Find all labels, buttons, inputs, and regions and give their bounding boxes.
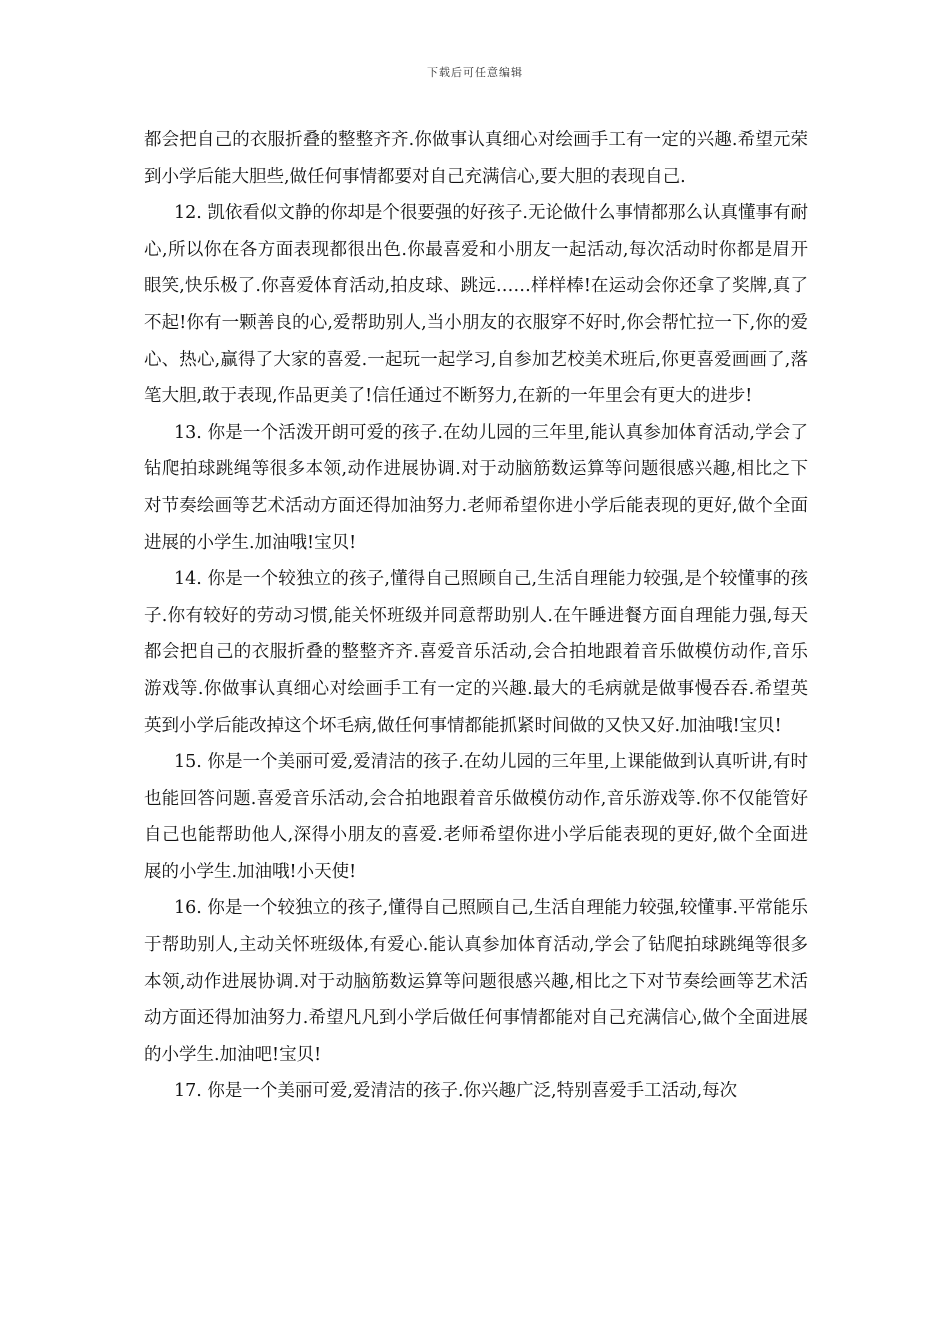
page-header: 下载后可任意编辑	[427, 66, 523, 79]
paragraph-item-16: 16. 你是一个较独立的孩子,懂得自己照顾自己,生活自理能力较强,较懂事.平常能乐于帮助别人,主动关怀班级体,有爱心.能认真参加体育活动,学会了钻爬拍球跳绳等很多本领,动作进展协调.对于动脑筋数运算等问题很感兴趣,相比之下对节奏绘画等艺术活动方面还得加油努力.希望凡凡到小学后做任何事情都能对自己充满信心,做个全面进展的小学生.加油吧!宝贝!	[144, 898, 808, 1065]
paragraph-item-12: 12. 凯依看似文静的你却是个很要强的好孩子.无论做什么事情都那么认真懂事有耐心,所以你在各方面表现都很出色.你最喜爱和小朋友一起活动,每次活动时你都是眉开眼笑,快乐极了.你喜爱体育活动,拍皮球、跳远……样样棒!在运动会你还拿了奖牌,真了不起!你有一颗善良的心,爱帮助别人,当小朋友的衣服穿不好时,你会帮忙拉一下,你的爱心、热心,赢得了大家的喜爱.一起玩一起学习,自参加艺校美术班后,你更喜爱画画了,落笔大胆,敢于表现,作品更美了!信任通过不断努力,在新的一年里会有更大的进步!	[144, 203, 808, 407]
paragraph-item-14: 14. 你是一个较独立的孩子,懂得自己照顾自己,生活自理能力较强,是个较懂事的孩子.你有较好的劳动习惯,能关怀班级并同意帮助别人.在午睡进餐方面自理能力强,每天都会把自己的衣服折叠的整整齐齐.喜爱音乐活动,会合拍地跟着音乐做模仿动作,音乐游戏等.你做事认真细心对绘画手工有一定的兴趣.最大的毛病就是做事慢吞吞.希望英英到小学后能改掉这个坏毛病,做任何事情都能抓紧时间做的又快又好.加油哦!宝贝!	[144, 569, 808, 736]
paragraph-item-13: 13. 你是一个活泼开朗可爱的孩子.在幼儿园的三年里,能认真参加体育活动,学会了钻爬拍球跳绳等很多本领,动作进展协调.对于动脑筋数运算等问题很感兴趣,相比之下对节奏绘画等艺术活动方面还得加油努力.老师希望你进小学后能表现的更好,做个全面进展的小学生.加油哦!宝贝!	[144, 422, 808, 553]
paragraph-continuation: 都会把自己的衣服折叠的整整齐齐.你做事认真细心对绘画手工有一定的兴趣.希望元荣到小学后能大胆些,做任何事情都要对自己充满信心,要大胆的表现自己.	[144, 130, 808, 187]
document-body	[144, 122, 808, 1110]
paragraph-item-17: 17. 你是一个美丽可爱,爱清洁的孩子.你兴趣广泛,特别喜爱手工活动,每次	[174, 1081, 738, 1102]
paragraph-item-15: 15. 你是一个美丽可爱,爱清洁的孩子.在幼儿园的三年里,上课能做到认真听讲,有时也能回答问题.喜爱音乐活动,会合拍地跟着音乐做模仿动作,音乐游戏等.你不仅能管好自己也能帮助他人,深得小朋友的喜爱.老师希望你进小学后能表现的更好,做个全面进展的小学生.加油哦!小天使!	[144, 752, 808, 882]
